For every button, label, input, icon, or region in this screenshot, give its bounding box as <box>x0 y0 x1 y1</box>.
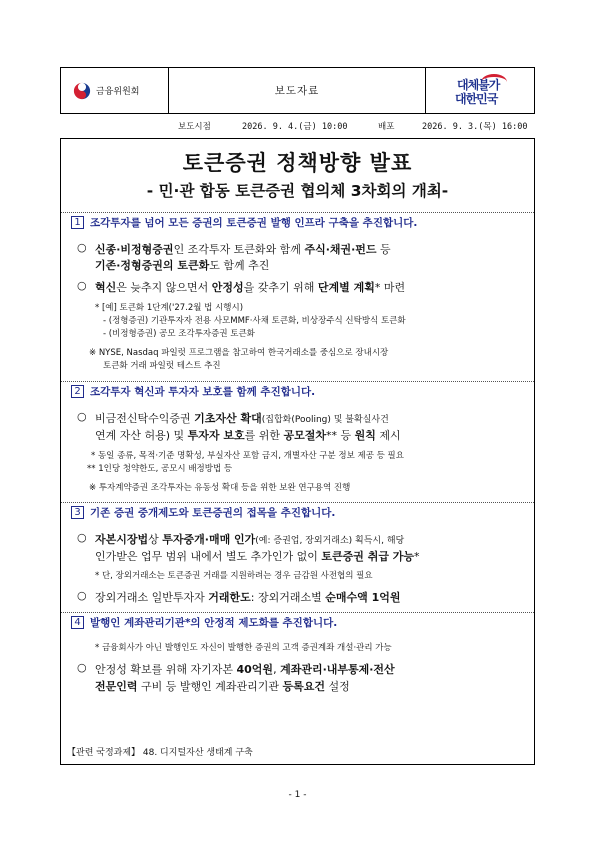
bullet-marker: ○ <box>77 241 87 254</box>
s1-note3: - (비정형증권) 공모 조각투자증권 토큰화 <box>103 329 255 339</box>
section-number: 1 <box>71 216 84 229</box>
bullet-marker: ○ <box>77 410 87 423</box>
section-heading-text: 기존 증권 중개제도와 토큰증권의 접목을 추진합니다. <box>90 506 336 519</box>
page-subtitle: - 민·관 합동 토큰증권 협의체 3차회의 개최- <box>146 182 449 200</box>
section-heading-text: 조각투자 혁신과 투자자 보호를 함께 추진합니다. <box>90 385 316 398</box>
section-heading-text: 조각투자를 넘어 모든 증권의 토큰증권 발행 인프라 구축을 추진합니다. <box>90 216 418 229</box>
s2-note2: ** 1인당 청약한도, 공모시 배정방법 등 <box>87 464 233 474</box>
s1-note1: * [예] 토큰화 1단계('27.2월 법 시행시) <box>95 303 244 313</box>
release-label: 보도시점 <box>178 122 211 132</box>
s1-bullet1-line2: 기존·정형증권의 토큰화도 함께 추진 <box>95 259 270 272</box>
taegeuk-emblem-icon <box>73 82 91 100</box>
section-number: 4 <box>71 616 84 629</box>
bullet-marker: ○ <box>77 661 87 674</box>
s2-note1: * 동일 종류, 목적·기준 명확성, 부실자산 포함 금지, 개별자산 구분 정보 제공 등 필요 <box>91 451 404 461</box>
page-number: - 1 - <box>288 790 307 800</box>
bullet-marker: ○ <box>77 531 87 544</box>
logo-line1: 대체불가 <box>457 77 500 92</box>
related-agenda: 【관련 국정과제】 48. 디지털자산 생태계 구축 <box>67 748 253 758</box>
release-time: 2026. 9. 4.(금) 10:00 <box>242 122 348 132</box>
bullet-marker: ○ <box>77 279 87 292</box>
s2-bullet1-line2: 연계 자산 허용) 및 투자자 보호를 위한 공모절차** 등 원칙 제시 <box>95 429 401 442</box>
s4-bullet1-line1: 안정성 확보를 위해 자기자본 40억원, 계좌관리·내부통제·전산 <box>95 663 395 676</box>
s4-note1: * 금융회사가 아닌 발행인도 자신이 발행한 증권의 고객 증권계좌 개설·관리 가능 <box>95 643 392 653</box>
section-2-heading <box>61 381 534 400</box>
content-box <box>60 138 535 765</box>
s3-note1: * 단, 장외거래소는 토큰증권 거래를 지원하려는 경우 금감원 사전협의 필요 <box>95 571 373 581</box>
s3-bullet1-line1: 자본시장법상 투자중개·매매 인가(예: 증권업, 장외거래소) 획득시, 해당 <box>95 533 405 546</box>
section-number: 3 <box>71 506 84 519</box>
org-block <box>61 68 169 113</box>
s1-bullet1-line1: 신종·비정형증권인 조각투자 토큰화와 함께 주식·채권·펀드 등 <box>95 243 391 256</box>
doc-type: 보도자료 <box>169 68 426 113</box>
s3-bullet2: 장외거래소 일반투자자 거래한도: 장외거래소별 순매수액 1억원 <box>95 591 401 604</box>
s3-bullet1-line2: 인가받은 업무 범위 내에서 별도 추가인가 없이 토큰증권 취급 가능* <box>95 550 420 563</box>
slogan-logo <box>426 68 534 113</box>
s2-note3: ※ 투자계약증권 조각투자는 유동성 확대 등을 위한 보완 연구용역 진행 <box>89 483 351 493</box>
section-3-heading <box>61 502 534 521</box>
page-title: 토큰증권 정책방향 발표 <box>182 151 413 175</box>
distribution-time: 2026. 9. 3.(목) 16:00 <box>422 122 528 132</box>
press-header <box>60 67 535 114</box>
org-name: 금융위원회 <box>96 87 140 97</box>
slogan-logo-mark <box>451 74 509 108</box>
s1-note5: 토큰화 거래 파일럿 테스트 추진 <box>103 361 221 371</box>
s1-bullet2: 혁신은 늦추지 않으면서 안정성을 갖추기 위해 단계별 계획* 마련 <box>95 281 406 294</box>
s2-bullet1-line1: 비금전신탁수익증권 기초자산 확대(집합화(Pooling) 및 불확실사건 <box>95 412 389 425</box>
bullet-marker: ○ <box>77 589 87 602</box>
section-4-heading <box>61 612 534 631</box>
s4-bullet1-line2: 전문인력 구비 등 발행인 계좌관리기관 등록요건 설정 <box>95 680 350 693</box>
section-1-heading <box>61 212 534 231</box>
s1-note4: ※ NYSE, Nasdaq 파일럿 프로그램을 참고하여 한국거래소를 중심으로 장내시장 <box>89 348 389 358</box>
logo-line2: 대한민국 <box>455 91 498 106</box>
s1-note2: - (정형증권) 기관투자자 전용 사모MMF·사채 토큰화, 비상장주식 신탁방식 토큰화 <box>103 316 406 326</box>
section-heading-text: 발행인 계좌관리기관*의 안정적 제도화를 추진합니다. <box>90 616 338 629</box>
distribution-label: 배포 <box>378 122 395 132</box>
section-number: 2 <box>71 385 84 398</box>
